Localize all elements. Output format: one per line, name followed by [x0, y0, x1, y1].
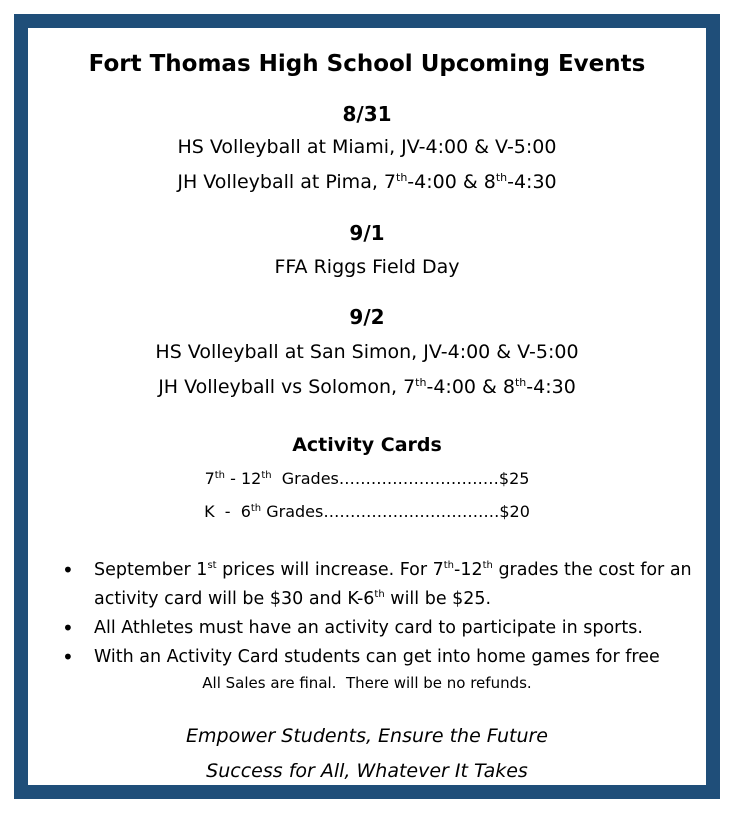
page-border: [14, 14, 720, 799]
page-title: Fort Thomas High School Upcoming Events: [88, 51, 646, 77]
event-line: JH Volleyball at Pima, 7th-4:00 & 8th-4:30: [177, 171, 557, 193]
refund-note: All Sales are final. There will be no refunds.: [202, 674, 532, 692]
price-row: K - 6th Grades……………………………$20: [204, 502, 530, 521]
flyer-content: [28, 28, 706, 785]
event-line: FFA Riggs Field Day: [274, 256, 460, 278]
price-row: 7th - 12th Grades…………………………$25: [204, 469, 530, 488]
activity-cards-heading: Activity Cards: [292, 434, 442, 456]
list-item: • With an Activity Card students can get into home games for free: [62, 643, 692, 672]
motto-line: Success for All, Whatever It Takes: [206, 760, 528, 782]
event-date: 9/1: [349, 221, 385, 245]
list-item: • September 1st prices will increase. For 7th-12th grades the cost for an activity card will be $30 and K-6th will be $25.: [62, 556, 692, 614]
event-date: 8/31: [342, 102, 392, 126]
event-line: HS Volleyball at Miami, JV-4:00 & V-5:00: [177, 136, 557, 158]
event-line: HS Volleyball at San Simon, JV-4:00 & V-5:00: [155, 341, 579, 363]
motto-line: Empower Students, Ensure the Future: [186, 725, 548, 747]
list-item: • All Athletes must have an activity card to participate in sports.: [62, 614, 692, 643]
event-line: JH Volleyball vs Solomon, 7th-4:00 & 8th-4:30: [158, 376, 576, 398]
info-bullet-list: [62, 556, 692, 672]
event-date: 9/2: [349, 305, 385, 329]
